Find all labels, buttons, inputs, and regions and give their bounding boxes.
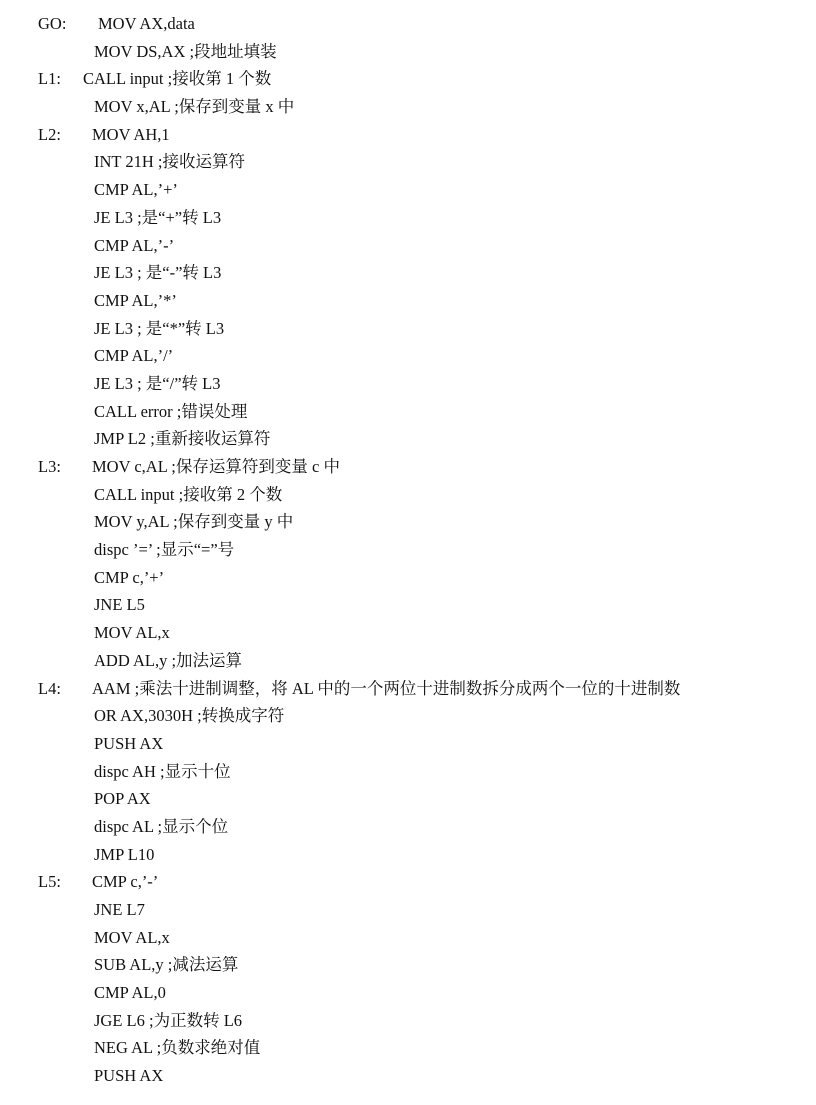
- code-line: [0, 315, 816, 343]
- code-line: [0, 453, 816, 481]
- code-instruction: CMP AL,’+’: [94, 180, 178, 200]
- code-instruction: MOV x,AL ;保存到变量 x 中: [94, 97, 295, 117]
- code-line: [0, 536, 816, 564]
- code-line: [0, 1007, 816, 1035]
- code-instruction: JGE L6 ;为正数转 L6: [94, 1010, 243, 1030]
- code-label: L3:: [38, 457, 61, 476]
- code-instruction: JE L3 ; 是“*”转 L3: [94, 318, 225, 338]
- code-line: [0, 287, 816, 315]
- code-line: [0, 979, 816, 1007]
- code-line: [0, 176, 816, 204]
- code-line: [0, 564, 816, 592]
- code-instruction: CALL error ;错误处理: [94, 401, 248, 421]
- code-line: [0, 619, 816, 647]
- code-line: [0, 758, 816, 786]
- code-instruction: MOV AL,x: [94, 623, 170, 643]
- code-line: [0, 730, 816, 758]
- code-line: [0, 1062, 816, 1090]
- code-line: [0, 813, 816, 841]
- code-instruction: INT 21H ;接收运算符: [94, 152, 245, 172]
- code-line: [0, 481, 816, 509]
- code-label: L1:: [38, 69, 61, 89]
- code-instruction: OR AX,3030H ;转换成字符: [94, 706, 285, 726]
- code-line: [0, 785, 816, 813]
- code-instruction: JE L3 ; 是“-”转 L3: [94, 263, 222, 283]
- code-instruction: CMP c,’+’: [94, 567, 165, 587]
- code-instruction: JNE L5: [94, 595, 145, 615]
- code-label: GO:: [38, 14, 67, 33]
- code-instruction: dispc AH ;显示十位: [94, 761, 231, 781]
- code-instruction: MOV AX,data: [98, 14, 195, 33]
- code-line: [0, 647, 816, 675]
- code-instruction: CMP AL,’*’: [94, 290, 177, 310]
- code-line: [0, 868, 816, 896]
- code-instruction: JE L3 ;是“+”转 L3: [94, 207, 222, 227]
- code-instruction: CMP c,’-’: [92, 872, 159, 892]
- code-line: [0, 10, 816, 38]
- code-line: [0, 675, 816, 703]
- code-instruction: MOV DS,AX ;段地址填装: [94, 41, 277, 61]
- code-line: [0, 702, 816, 730]
- code-label: L5:: [38, 872, 61, 892]
- code-instruction: AAM ;乘法十进制调整，将 AL 中的一个两位十进制数拆分成两个一位的十进制数: [92, 678, 681, 698]
- code-instruction: CMP AL,’-’: [94, 235, 175, 255]
- code-instruction: CMP AL,0: [94, 983, 166, 1003]
- code-instruction: JNE L7: [94, 900, 145, 919]
- code-instruction: ADD AL,y ;加法运算: [94, 650, 243, 670]
- code-line: [0, 259, 816, 287]
- code-line: [0, 924, 816, 952]
- code-instruction: MOV AL,x: [94, 927, 170, 947]
- code-line: [0, 148, 816, 176]
- code-line: [0, 121, 816, 149]
- code-instruction: POP AX: [94, 789, 151, 809]
- code-instruction: CALL input ;接收第 1 个数: [83, 69, 272, 89]
- code-line: [0, 841, 816, 869]
- code-instruction: CMP AL,’/’: [94, 346, 174, 366]
- code-instruction: JMP L2 ;重新接收运算符: [94, 429, 271, 449]
- code-instruction: PUSH AX: [94, 1066, 164, 1086]
- code-line: [0, 370, 816, 398]
- code-line: [0, 93, 816, 121]
- code-instruction: NEG AL ;负数求绝对值: [94, 1038, 261, 1058]
- code-instruction: PUSH AX: [94, 733, 164, 753]
- code-instruction: MOV c,AL ;保存运算符到变量 c 中: [92, 457, 340, 476]
- code-line: [0, 591, 816, 619]
- code-instruction: MOV y,AL ;保存到变量 y 中: [94, 512, 294, 532]
- code-instruction: dispc ’=’ ;显示“=”号: [94, 540, 235, 560]
- code-instruction: SUB AL,y ;减法运算: [94, 955, 239, 975]
- code-line: [0, 38, 816, 66]
- code-line: [0, 951, 816, 979]
- code-line: [0, 342, 816, 370]
- code-line: [0, 232, 816, 260]
- code-line: [0, 508, 816, 536]
- code-line: [0, 1034, 816, 1062]
- code-line: [0, 425, 816, 453]
- code-line: [0, 896, 816, 924]
- code-label: L2:: [38, 124, 61, 144]
- code-instruction: dispc AL ;显示个位: [94, 816, 229, 836]
- code-line: [0, 65, 816, 93]
- code-instruction: JE L3 ; 是“/”转 L3: [94, 373, 221, 393]
- code-instruction: CALL input ;接收第 2 个数: [94, 484, 283, 504]
- code-line: [0, 398, 816, 426]
- code-instruction: JMP L10: [94, 844, 155, 864]
- assembly-code-listing: [0, 10, 816, 1090]
- code-line: [0, 204, 816, 232]
- code-instruction: MOV AH,1: [92, 124, 170, 144]
- code-label: L4:: [38, 678, 61, 698]
